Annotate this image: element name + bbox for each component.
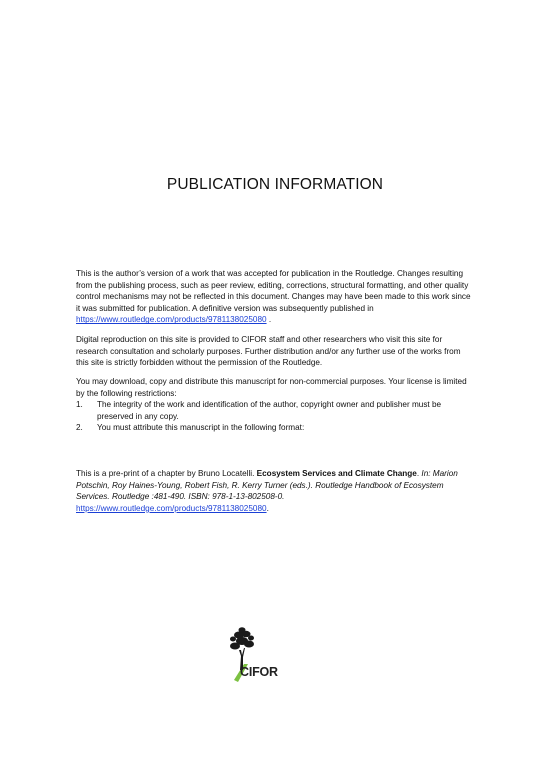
list-item-text: The integrity of the work and identification of the author, copyright owner and publisher must be preserved in any copy.	[97, 400, 442, 421]
list-item	[76, 399, 472, 422]
author-version-text: This is the author’s version of a work that was accepted for publication in the Routledge. Changes resulting from the publishing process, such as peer review, editing, corrections, structural formatting, and other quality control mechanisms may not be reflected in this document. Changes may have been made to this work since it was submitted for publication. A definitive version was subsequently published in	[76, 269, 471, 313]
routledge-link-2[interactable]: https://www.routledge.com/products/9781138025080	[76, 503, 267, 513]
page-title: PUBLICATION INFORMATION	[166, 176, 384, 193]
citation-details: In: Marion Potschin, Roy Haines-Young, Robert Fish, R. Kerry Turner (eds.). Routledge Handbook of Ecosystem Services. Routledge :481-490. ISBN: 978-1-13-802508-0.	[76, 469, 458, 502]
list-item	[76, 422, 472, 434]
restrictions-list	[76, 399, 472, 434]
list-item-number: 1.	[76, 400, 83, 410]
digital-reproduction-paragraph	[76, 334, 472, 369]
citation-dot: .	[416, 469, 422, 478]
license-intro: You may download, copy and distribute this manuscript for non-commercial purposes. Your license is limited by the following restrictions:	[76, 377, 467, 398]
citation-end: .	[266, 503, 269, 513]
citation-paragraph	[76, 468, 472, 514]
logo-tree-canopy	[230, 627, 254, 649]
license-paragraph	[76, 376, 472, 434]
digital-reproduction-text: Digital reproduction on this site is provided to CIFOR staff and other researchers who visit this site for research consultation and scholarly purposes. Further distribution and/or any further use of the works from this site is strictly forbidden without the permission of the Routledge.	[76, 335, 461, 368]
author-version-end: .	[266, 315, 272, 325]
author-version-paragraph	[76, 268, 472, 326]
list-item-text: You must attribute this manuscript in the following format:	[97, 423, 305, 433]
logo-text: CIFOR	[240, 665, 278, 679]
list-item-number: 2.	[76, 423, 83, 433]
routledge-link-1[interactable]: https://www.routledge.com/products/9781138025080	[76, 315, 267, 325]
chapter-title: Ecosystem Services and Climate Change	[256, 469, 417, 478]
citation-start: This is a pre-print of a chapter by Bruno Locatelli.	[76, 469, 257, 478]
